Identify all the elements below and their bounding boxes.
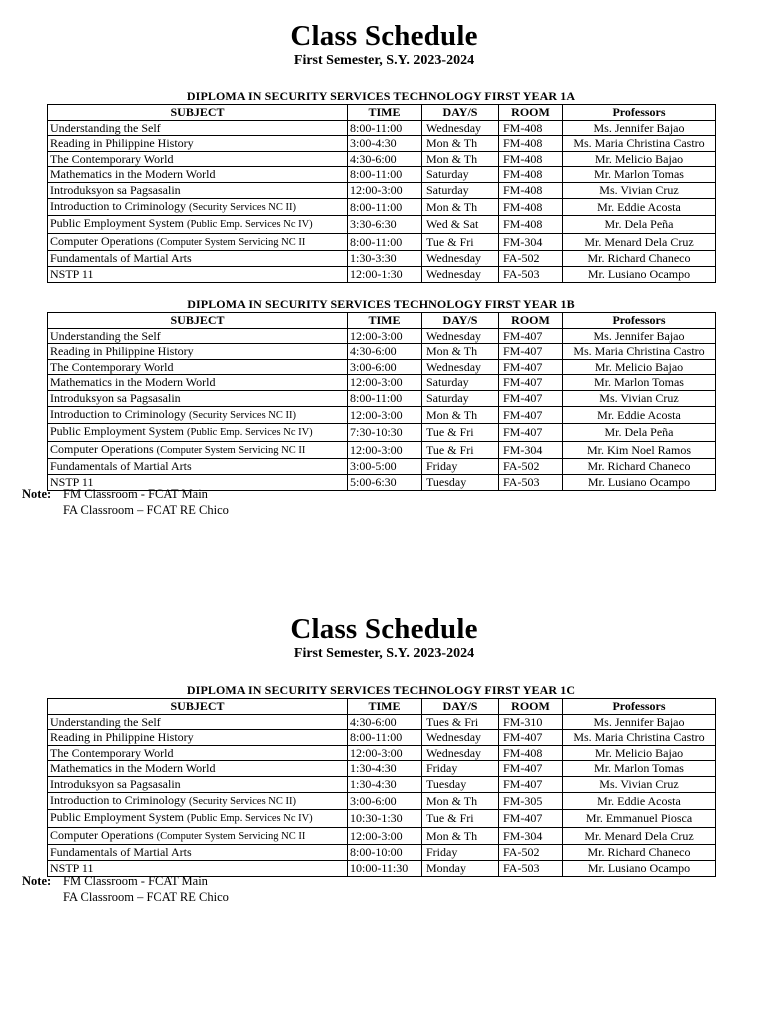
cell-time: 4:30-6:00 (348, 714, 422, 730)
subject-name: NSTP 11 (50, 860, 94, 875)
cell-professor: Mr. Menard Dela Cruz (563, 233, 716, 251)
classroom-note (22, 487, 229, 518)
table-row (48, 375, 716, 391)
cell-subject (48, 730, 348, 746)
subject-name: Computer Operations (50, 827, 154, 842)
subject-name: Computer Operations (50, 441, 154, 456)
cell-room: FM-408 (499, 745, 563, 761)
subject-name: Reading in Philippine History (50, 344, 194, 359)
table-row (48, 344, 716, 360)
cell-room: FM-408 (499, 120, 563, 136)
cell-subject (48, 233, 348, 251)
subject-name: Public Employment System (50, 424, 184, 439)
cell-days: Tuesday (422, 474, 499, 490)
cell-room: FM-304 (499, 827, 563, 845)
cell-subject (48, 827, 348, 845)
column-header-professors: Professors (563, 313, 716, 329)
schedule-block-1a (47, 89, 715, 283)
cell-time: 8:00-10:00 (348, 845, 422, 861)
table-row (48, 459, 716, 475)
cell-days: Mon & Th (422, 136, 499, 152)
schedule-table (47, 698, 716, 877)
cell-time: 12:00-1:30 (348, 266, 422, 282)
cell-time: 1:30-4:30 (348, 761, 422, 777)
cell-professor: Mr. Marlon Tomas (563, 167, 716, 183)
cell-time: 12:00-3:00 (348, 406, 422, 424)
cell-professor: Mr. Dela Peña (563, 216, 716, 234)
cell-days: Saturday (422, 375, 499, 391)
cell-room: FM-304 (499, 441, 563, 459)
cell-time: 3:30-6:30 (348, 216, 422, 234)
subject-name: Introduksyon sa Pagsasalin (50, 390, 181, 405)
cell-days: Mon & Th (422, 827, 499, 845)
cell-time: 3:00-6:00 (348, 792, 422, 810)
cell-subject (48, 359, 348, 375)
column-header-subject: SUBJECT (48, 699, 348, 715)
table-row (48, 120, 716, 136)
cell-time: 8:00-11:00 (348, 233, 422, 251)
subject-name: Fundamentals of Martial Arts (50, 845, 192, 860)
cell-room: FM-408 (499, 167, 563, 183)
table-row (48, 714, 716, 730)
cell-days: Wednesday (422, 266, 499, 282)
table-row (48, 233, 716, 251)
cell-room: FM-408 (499, 216, 563, 234)
cell-time: 4:30-6:00 (348, 344, 422, 360)
table-row (48, 845, 716, 861)
table-header-row (48, 699, 716, 715)
cell-professor: Ms. Jennifer Bajao (563, 328, 716, 344)
table-row (48, 745, 716, 761)
cell-room: FM-408 (499, 198, 563, 216)
column-header-subject: SUBJECT (48, 105, 348, 121)
table-row (48, 730, 716, 746)
cell-days: Tues & Fri (422, 714, 499, 730)
page-title: Class Schedule (290, 20, 478, 52)
cell-subject (48, 216, 348, 234)
cell-room: FM-304 (499, 233, 563, 251)
section-caption: DIPLOMA IN SECURITY SERVICES TECHNOLOGY FIRST YEAR 1C (186, 683, 576, 697)
subject-qualification: (Public Emp. Services Nc IV) (187, 427, 313, 439)
cell-subject (48, 136, 348, 152)
cell-professor: Mr. Kim Noel Ramos (563, 441, 716, 459)
cell-days: Wednesday (422, 730, 499, 746)
table-row (48, 136, 716, 152)
cell-professor: Mr. Richard Chaneco (563, 845, 716, 861)
schedule-block-1c (47, 683, 715, 877)
column-header-room: ROOM (499, 313, 563, 329)
column-header-room: ROOM (499, 105, 563, 121)
cell-time: 7:30-10:30 (348, 424, 422, 442)
cell-professor: Ms. Vivian Cruz (563, 776, 716, 792)
cell-time: 3:00-5:00 (348, 459, 422, 475)
cell-room: FM-407 (499, 344, 563, 360)
table-row (48, 251, 716, 267)
cell-days: Friday (422, 845, 499, 861)
subject-qualification: (Public Emp. Services Nc IV) (187, 813, 313, 825)
column-header-days: DAY/S (422, 699, 499, 715)
table-row (48, 182, 716, 198)
subject-name: NSTP 11 (50, 266, 94, 281)
cell-subject (48, 251, 348, 267)
subject-qualification: (Computer System Servicing NC II (156, 830, 306, 842)
cell-days: Mon & Th (422, 406, 499, 424)
cell-subject (48, 328, 348, 344)
cell-room: FM-407 (499, 810, 563, 828)
subject-qualification: (Security Services NC II) (189, 409, 297, 421)
subject-name: Introduksyon sa Pagsasalin (50, 182, 181, 197)
cell-professor: Ms. Jennifer Bajao (563, 120, 716, 136)
subject-name: Mathematics in the Modern World (50, 761, 216, 776)
schedule-table (47, 104, 716, 283)
column-header-days: DAY/S (422, 105, 499, 121)
schedule-table (47, 312, 716, 491)
cell-subject (48, 167, 348, 183)
subject-name: Reading in Philippine History (50, 730, 194, 745)
section-caption: DIPLOMA IN SECURITY SERVICES TECHNOLOGY FIRST YEAR 1A (186, 89, 576, 103)
cell-time: 12:00-3:00 (348, 827, 422, 845)
cell-room: FA-503 (499, 266, 563, 282)
cell-days: Monday (422, 860, 499, 876)
subject-name: The Contemporary World (50, 151, 174, 166)
cell-professor: Mr. Eddie Acosta (563, 198, 716, 216)
cell-time: 12:00-3:00 (348, 745, 422, 761)
subject-qualification: (Computer System Servicing NC II (156, 444, 306, 456)
column-header-subject: SUBJECT (48, 313, 348, 329)
cell-professor: Mr. Menard Dela Cruz (563, 827, 716, 845)
cell-subject (48, 714, 348, 730)
page-header-2 (0, 613, 768, 663)
note-line: FM Classroom - FCAT Main (63, 487, 208, 501)
subject-qualification: (Security Services NC II) (189, 201, 297, 213)
cell-professor: Ms. Maria Christina Castro (563, 136, 716, 152)
cell-days: Mon & Th (422, 198, 499, 216)
cell-professor: Mr. Melicio Bajao (563, 151, 716, 167)
column-header-room: ROOM (499, 699, 563, 715)
cell-days: Saturday (422, 167, 499, 183)
cell-room: FM-407 (499, 390, 563, 406)
cell-professor: Ms. Vivian Cruz (563, 182, 716, 198)
subject-name: Introduction to Criminology (50, 792, 186, 807)
cell-room: FM-407 (499, 776, 563, 792)
section-caption: DIPLOMA IN SECURITY SERVICES TECHNOLOGY FIRST YEAR 1B (187, 297, 575, 311)
column-header-time: TIME (348, 105, 422, 121)
cell-subject (48, 792, 348, 810)
subject-name: Mathematics in the Modern World (50, 375, 216, 390)
cell-time: 8:00-11:00 (348, 390, 422, 406)
cell-days: Tue & Fri (422, 441, 499, 459)
cell-subject (48, 845, 348, 861)
subject-name: Fundamentals of Martial Arts (50, 459, 192, 474)
subject-name: Fundamentals of Martial Arts (50, 251, 192, 266)
table-row (48, 328, 716, 344)
table-row (48, 441, 716, 459)
table-row (48, 216, 716, 234)
cell-professor: Ms. Vivian Cruz (563, 390, 716, 406)
cell-subject (48, 344, 348, 360)
subject-name: Mathematics in the Modern World (50, 167, 216, 182)
cell-days: Friday (422, 761, 499, 777)
cell-days: Tue & Fri (422, 233, 499, 251)
cell-time: 4:30-6:00 (348, 151, 422, 167)
subject-name: Introduction to Criminology (50, 198, 186, 213)
cell-professor: Mr. Melicio Bajao (563, 745, 716, 761)
cell-days: Wednesday (422, 328, 499, 344)
cell-professor: Mr. Lusiano Ocampo (563, 860, 716, 876)
subject-name: Understanding the Self (50, 120, 161, 135)
cell-days: Tuesday (422, 776, 499, 792)
cell-room: FA-502 (499, 459, 563, 475)
cell-room: FM-407 (499, 359, 563, 375)
cell-time: 12:00-3:00 (348, 182, 422, 198)
page-title: Class Schedule (290, 613, 478, 645)
cell-room: FM-407 (499, 328, 563, 344)
subject-qualification: (Security Services NC II) (189, 795, 297, 807)
cell-subject (48, 151, 348, 167)
page-subtitle: First Semester, S.Y. 2023-2024 (293, 646, 475, 661)
cell-time: 10:30-1:30 (348, 810, 422, 828)
page-subtitle: First Semester, S.Y. 2023-2024 (293, 53, 475, 68)
subject-name: Public Employment System (50, 810, 184, 825)
cell-days: Wed & Sat (422, 216, 499, 234)
cell-room: FA-503 (499, 860, 563, 876)
note-label: Note: (22, 487, 52, 501)
schedule-block-1b (47, 297, 715, 491)
cell-subject (48, 810, 348, 828)
cell-room: FM-407 (499, 406, 563, 424)
cell-subject (48, 120, 348, 136)
subject-name: Introduction to Criminology (50, 406, 186, 421)
subject-name: Reading in Philippine History (50, 136, 194, 151)
cell-time: 3:00-6:00 (348, 359, 422, 375)
cell-days: Tue & Fri (422, 424, 499, 442)
cell-professor: Ms. Maria Christina Castro (563, 344, 716, 360)
column-header-days: DAY/S (422, 313, 499, 329)
subject-name: Computer Operations (50, 233, 154, 248)
column-header-professors: Professors (563, 699, 716, 715)
table-row (48, 266, 716, 282)
cell-days: Tue & Fri (422, 810, 499, 828)
cell-room: FA-502 (499, 251, 563, 267)
cell-room: FM-408 (499, 182, 563, 198)
cell-room: FA-502 (499, 845, 563, 861)
cell-professor: Mr. Marlon Tomas (563, 761, 716, 777)
table-header-row (48, 105, 716, 121)
table-row (48, 810, 716, 828)
cell-room: FM-407 (499, 375, 563, 391)
table-row (48, 424, 716, 442)
cell-time: 8:00-11:00 (348, 120, 422, 136)
cell-professor: Mr. Marlon Tomas (563, 375, 716, 391)
cell-professor: Ms. Jennifer Bajao (563, 714, 716, 730)
column-header-time: TIME (348, 699, 422, 715)
subject-name: Public Employment System (50, 216, 184, 231)
cell-professor: Mr. Richard Chaneco (563, 459, 716, 475)
cell-days: Friday (422, 459, 499, 475)
note-line: FM Classroom - FCAT Main (63, 874, 208, 888)
cell-days: Mon & Th (422, 792, 499, 810)
table-row (48, 151, 716, 167)
cell-subject (48, 266, 348, 282)
cell-time: 12:00-3:00 (348, 441, 422, 459)
table-row (48, 390, 716, 406)
column-header-time: TIME (348, 313, 422, 329)
table-row (48, 406, 716, 424)
cell-days: Mon & Th (422, 344, 499, 360)
subject-name: NSTP 11 (50, 474, 94, 489)
classroom-note (22, 874, 229, 905)
cell-time: 12:00-3:00 (348, 328, 422, 344)
page-header-1 (0, 20, 768, 70)
cell-time: 1:30-4:30 (348, 776, 422, 792)
cell-days: Mon & Th (422, 151, 499, 167)
table-row (48, 827, 716, 845)
cell-subject (48, 745, 348, 761)
cell-room: FM-407 (499, 761, 563, 777)
cell-subject (48, 390, 348, 406)
cell-room: FM-407 (499, 424, 563, 442)
subject-name: Introduksyon sa Pagsasalin (50, 776, 181, 791)
cell-time: 8:00-11:00 (348, 198, 422, 216)
cell-time: 12:00-3:00 (348, 375, 422, 391)
note-line: FA Classroom – FCAT RE Chico (63, 502, 229, 517)
cell-time: 1:30-3:30 (348, 251, 422, 267)
cell-room: FA-503 (499, 474, 563, 490)
cell-subject (48, 406, 348, 424)
subject-name: Understanding the Self (50, 714, 161, 729)
cell-professor: Ms. Maria Christina Castro (563, 730, 716, 746)
table-row (48, 776, 716, 792)
cell-professor: Mr. Melicio Bajao (563, 359, 716, 375)
cell-subject (48, 776, 348, 792)
cell-subject (48, 375, 348, 391)
cell-time: 5:00-6:30 (348, 474, 422, 490)
column-header-professors: Professors (563, 105, 716, 121)
cell-professor: Mr. Eddie Acosta (563, 792, 716, 810)
table-row (48, 167, 716, 183)
cell-room: FM-408 (499, 136, 563, 152)
subject-name: The Contemporary World (50, 359, 174, 374)
note-line: FA Classroom – FCAT RE Chico (63, 889, 229, 904)
cell-room: FM-310 (499, 714, 563, 730)
note-label: Note: (22, 874, 52, 888)
table-row (48, 359, 716, 375)
cell-professor: Mr. Richard Chaneco (563, 251, 716, 267)
table-row (48, 198, 716, 216)
cell-time: 3:00-4:30 (348, 136, 422, 152)
cell-days: Wednesday (422, 120, 499, 136)
cell-time: 10:00-11:30 (348, 860, 422, 876)
subject-qualification: (Public Emp. Services Nc IV) (187, 219, 313, 231)
cell-room: FM-305 (499, 792, 563, 810)
cell-room: FM-407 (499, 730, 563, 746)
cell-days: Wednesday (422, 359, 499, 375)
table-header-row (48, 313, 716, 329)
cell-professor: Mr. Dela Peña (563, 424, 716, 442)
cell-professor: Mr. Emmanuel Piosca (563, 810, 716, 828)
table-row (48, 792, 716, 810)
cell-professor: Mr. Lusiano Ocampo (563, 266, 716, 282)
table-row (48, 761, 716, 777)
cell-time: 8:00-11:00 (348, 730, 422, 746)
cell-professor: Mr. Lusiano Ocampo (563, 474, 716, 490)
cell-room: FM-408 (499, 151, 563, 167)
cell-subject (48, 198, 348, 216)
cell-professor: Mr. Eddie Acosta (563, 406, 716, 424)
cell-days: Saturday (422, 390, 499, 406)
subject-name: Understanding the Self (50, 328, 161, 343)
cell-subject (48, 182, 348, 198)
cell-subject (48, 424, 348, 442)
subject-name: The Contemporary World (50, 745, 174, 760)
cell-subject (48, 761, 348, 777)
cell-days: Wednesday (422, 745, 499, 761)
cell-subject (48, 441, 348, 459)
subject-qualification: (Computer System Servicing NC II (156, 236, 306, 248)
cell-subject (48, 459, 348, 475)
cell-time: 8:00-11:00 (348, 167, 422, 183)
cell-days: Saturday (422, 182, 499, 198)
cell-days: Wednesday (422, 251, 499, 267)
